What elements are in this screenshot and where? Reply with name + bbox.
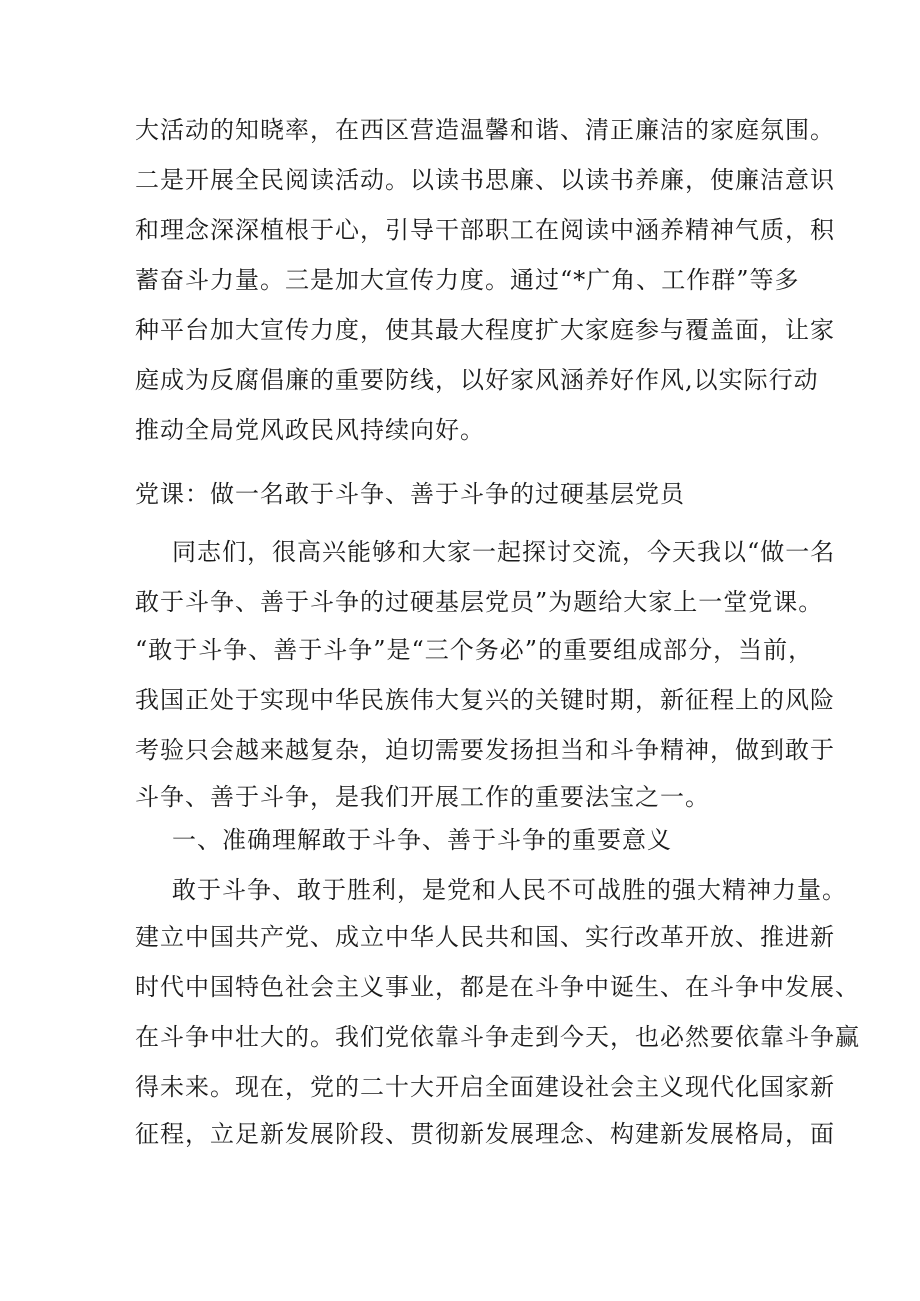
paragraph-line: 同志们，很高兴能够和大家一起探讨交流，今天我以“做一名 bbox=[172, 538, 836, 566]
paragraph-line: 蓄奋斗力量。三是加大宣传力度。通过“*广角、工作群”等多 bbox=[135, 266, 800, 294]
paragraph-line: 大活动的知晓率，在西区营造温馨和谐、清正廉洁的家庭氛围。 bbox=[135, 116, 835, 144]
paragraph-line: 征程，立足新发展阶段、贯彻新发展理念、构建新发展格局，面 bbox=[135, 1120, 835, 1148]
paragraph-line: 推动全局党风政民风持续向好。 bbox=[135, 416, 485, 444]
paragraph-line: 二是开展全民阅读活动。以读书思廉、以读书养廉，使廉洁意识 bbox=[135, 166, 835, 194]
paragraph-line: 时代中国特色社会主义事业，都是在斗争中诞生、在斗争中发展、 bbox=[135, 973, 860, 1001]
paragraph-line: 庭成为反腐倡廉的重要防线，以好家风涵养好作风,以实际行动 bbox=[135, 366, 819, 394]
section-heading: 一、准确理解敢于斗争、善于斗争的重要意义 bbox=[172, 826, 672, 854]
paragraph-line: 斗争、善于斗争，是我们开展工作的重要法宝之一。 bbox=[135, 783, 710, 811]
paragraph-line: 和理念深深植根于心，引导干部职工在阅读中涵养精神气质，积 bbox=[135, 216, 835, 244]
lesson-title: 党课：做一名敢于斗争、善于斗争的过硬基层党员 bbox=[135, 480, 685, 508]
paragraph-line: 敢于斗争、善于斗争的过硬基层党员”为题给大家上一堂党课。 bbox=[135, 588, 824, 616]
paragraph-line: 得未来。现在，党的二十大开启全面建设社会主义现代化国家新 bbox=[135, 1073, 835, 1101]
paragraph-line: 考验只会越来越复杂，迫切需要发扬担当和斗争精神，做到敢于 bbox=[135, 736, 835, 764]
paragraph-line: 敢于斗争、敢于胜利，是党和人民不可战胜的强大精神力量。 bbox=[172, 876, 847, 904]
paragraph-line: 建立中国共产党、成立中华人民共和国、实行改革开放、推进新 bbox=[135, 923, 835, 951]
paragraph-line: 在斗争中壮大的。我们党依靠斗争走到今天，也必然要依靠斗争赢 bbox=[135, 1023, 860, 1051]
paragraph-line: 种平台加大宣传力度，使其最大程度扩大家庭参与覆盖面，让家 bbox=[135, 316, 835, 344]
paragraph-line: “敢于斗争、善于斗争”是“三个务必”的重要组成部分，当前， bbox=[135, 636, 814, 664]
paragraph-line: 我国正处于实现中华民族伟大复兴的关键时期，新征程上的风险 bbox=[135, 686, 835, 714]
